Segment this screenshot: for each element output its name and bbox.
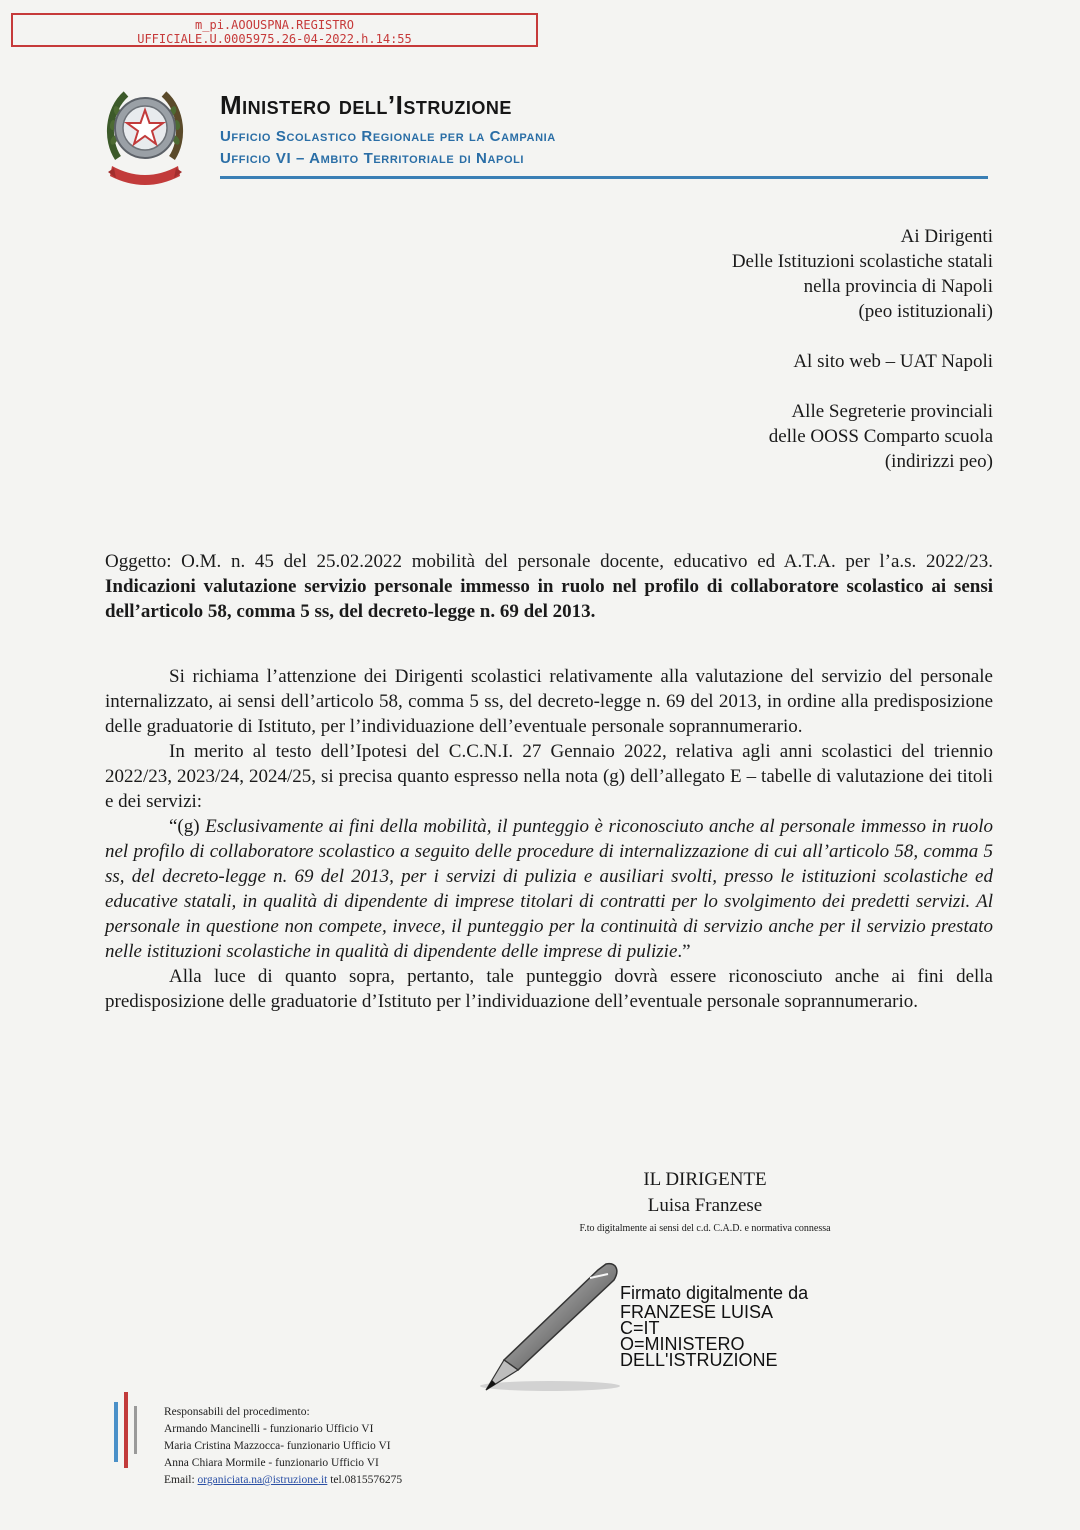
phone-number: tel.0815576275 xyxy=(327,1474,403,1486)
digital-signature-note: F.to digitalmente ai sensi del c.d. C.A.D. e normativa connessa xyxy=(579,1223,831,1234)
regional-office: Ufficio Scolastico Regionale per la Campania xyxy=(220,128,556,145)
email-label: Email: xyxy=(164,1474,198,1486)
digital-signature-line: Firmato digitalmente da xyxy=(620,1283,809,1303)
digital-signature-line: O=MINISTERO xyxy=(620,1334,745,1354)
digital-signature-line: C=IT xyxy=(620,1318,660,1338)
recipient-group-website xyxy=(573,349,993,374)
signatory-block xyxy=(520,1167,890,1237)
recipient-line: Al sito web – UAT Napoli xyxy=(793,351,993,372)
digital-signature-line: FRANZESE LUISA xyxy=(620,1302,774,1322)
letter-body xyxy=(105,664,993,1014)
quote-close: .” xyxy=(677,941,691,962)
body-paragraph-2: In merito al testo dell’Ipotesi del C.C.N.I. 27 Gennaio 2022, relativa agli anni scolastici del triennio 2022/23, 2023/24, 2024/25, si precisa quanto espresso nella nota (g) dell’allegato E – tabelle di valutazione dei titoli e dei servizi: xyxy=(105,741,993,812)
body-paragraph-3: Alla luce di quanto sopra, pertanto, tale punteggio dovrà essere riconosciuto anche ai fini della predisposizione delle graduatorie d’Istituto per l’individuazione dell’eventuale personale soprannumerario. xyxy=(105,966,993,1012)
quoted-note xyxy=(105,814,993,964)
recipient-line: (peo istituzionali) xyxy=(858,301,993,322)
email-link[interactable]: organiciata.na@istruzione.it xyxy=(197,1474,328,1486)
recipients-block xyxy=(573,224,993,499)
digital-signature-stamp xyxy=(620,1282,808,1368)
footer-contacts xyxy=(164,1404,402,1489)
digital-signature-line: DELL'ISTRUZIONE xyxy=(620,1350,778,1370)
quote-open: “(g) xyxy=(169,816,206,837)
subject-bold: Indicazioni valutazione servizio personale immesso in ruolo nel profilo di collaboratore scolastico ai sensi dell’articolo 58, comma 5 ss, del decreto-legge n. 69 del 2013. xyxy=(105,576,993,622)
recipient-group-dirigenti xyxy=(573,224,993,324)
signatory-role: IL DIRIGENTE xyxy=(643,1169,767,1190)
recipient-line: delle OOSS Comparto scuola xyxy=(768,426,993,447)
signatory-name: Luisa Franzese xyxy=(647,1195,763,1216)
ministry-title: Ministero dell’Istruzione xyxy=(220,90,512,120)
subject-prefix: Oggetto: O.M. n. 45 del 25.02.2022 mobilità del personale docente, educativo ed A.T.A. per l’a.s. 2022/23. xyxy=(105,551,993,572)
recipient-group-unions xyxy=(573,399,993,474)
protocol-stamp xyxy=(11,13,538,47)
recipient-line: Delle Istituzioni scolastiche statali xyxy=(731,251,993,272)
recipient-line: Ai Dirigenti xyxy=(900,226,993,247)
territorial-office: Ufficio VI – Ambito Territoriale di Napoli xyxy=(220,150,525,167)
recipient-line: nella provincia di Napoli xyxy=(803,276,993,297)
pen-icon xyxy=(470,1258,630,1398)
footer-person: Anna Chiara Mormile - funzionario Ufficio VI xyxy=(164,1457,379,1469)
subject-paragraph xyxy=(105,549,993,624)
quote-text: Esclusivamente ai fini della mobilità, il punteggio è riconosciuto anche al personale immesso in ruolo nel profilo di collaboratore scolastico a seguito delle procedure di internalizzazione di cui all’articolo 58, comma 5 ss, del decreto-legge n. 69 del 2013, per i servizi di pulizia e ausiliari svolti, presso le istituzioni scolastiche ed educative statali, in qualità di dipendente di imprese titolari di contratti per lo svolgimento dei predetti servizi. Al personale in questione non compete, invece, il punteggio per la continuità di servizio anche per il servizio prestato nelle istituzioni scolastiche in qualità di dipendente delle imprese di pulizie xyxy=(105,816,993,962)
body-paragraph-1: Si richiama l’attenzione dei Dirigenti scolastici relativamente alla valutazione del servizio del personale internalizzato, ai sensi dell’articolo 58, comma 5 ss, del decreto-legge n. 69 del 2013, in ordine alla predisposizione delle graduatorie di Istituto, per l’individuazione dell’eventuale personale soprannumerario. xyxy=(105,666,993,737)
protocol-line-1: m_pi.AOOUSPNA.REGISTRO xyxy=(195,18,354,32)
recipient-line: (indirizzi peo) xyxy=(884,451,993,472)
protocol-line-2: UFFICIALE.U.0005975.26-04-2022.h.14:55 xyxy=(137,32,412,46)
header-divider xyxy=(220,176,988,179)
italian-republic-emblem-icon xyxy=(104,80,186,195)
footer-person: Armando Mancinelli - funzionario Ufficio VI xyxy=(164,1423,374,1435)
footer-heading: Responsabili del procedimento: xyxy=(164,1406,310,1418)
footer-contact-line xyxy=(164,1472,402,1489)
footer-person: Maria Cristina Mazzocca- funzionario Ufficio VI xyxy=(164,1440,391,1452)
flag-bars-icon xyxy=(112,1390,142,1470)
recipient-line: Alle Segreterie provinciali xyxy=(791,401,993,422)
